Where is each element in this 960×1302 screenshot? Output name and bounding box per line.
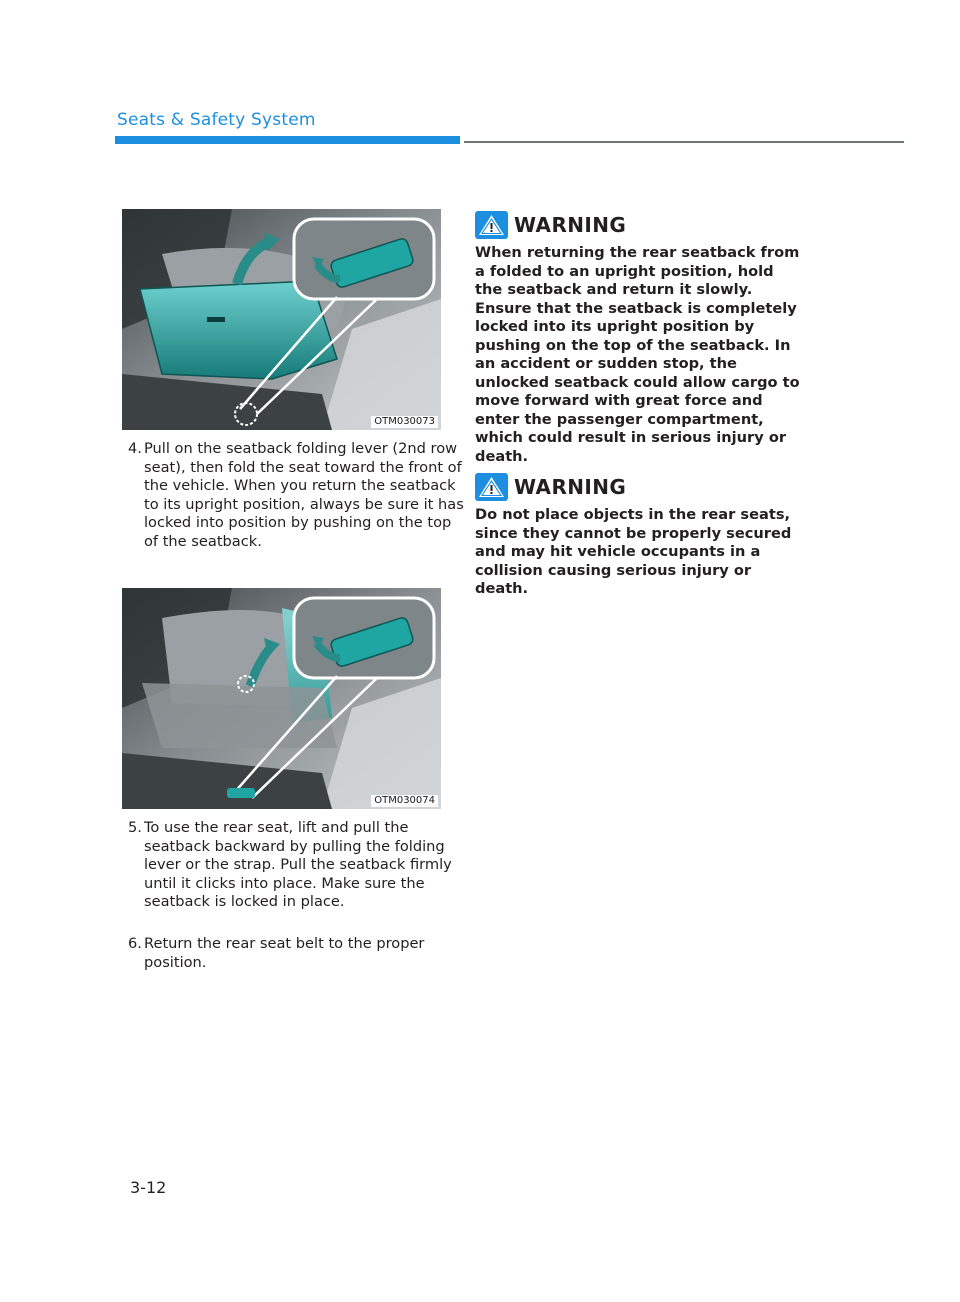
step-text: Pull on the seatback folding lever (2nd row seat), then fold the seat toward the front of the vehicle. When you return the seatback to its upright position, always be sure it has locked into position by pushing on the top of the seatback.: [144, 440, 464, 550]
upright-seat-illustration: [122, 588, 441, 809]
step-text: Return the rear seat belt to the proper position.: [144, 935, 425, 971]
warning-heading: [475, 211, 626, 239]
step-6: [128, 935, 464, 972]
page-number: 3-12: [130, 1178, 167, 1197]
warning-triangle-icon: [475, 473, 508, 501]
folded-seat-illustration: [122, 209, 441, 430]
warning-text: Do not place objects in the rear seats, since they cannot be properly secured and may hit vehicle occupants in a collision causing serious injury or death.: [475, 506, 792, 597]
figure-folded-seat: [122, 209, 441, 430]
warning-text: When returning the rear seatback from a folded to an upright position, hold the seatback and return it slowly. Ensure that the seatback is completely locked into its upright position by pushing on the top of the seatback. In an accident or sudden stop, the unlocked seatback could allow cargo to move forward with great force and enter the passenger compartment, which could result in serious injury or death.: [475, 244, 800, 465]
step-number: 6.: [128, 935, 142, 952]
warning-label: WARNING: [514, 213, 627, 237]
warning-heading: [475, 473, 626, 501]
section-title: Seats & Safety System: [117, 110, 316, 130]
figure-code: OTM030073: [371, 416, 438, 428]
header-rule-gray: [464, 141, 904, 143]
figure-upright-seat: [122, 588, 441, 809]
step-text: To use the rear seat, lift and pull the seatback backward by pulling the folding lever or the strap. Pull the seatback firmly until it clicks into place. Make sure the seatback is locked in place.: [144, 819, 452, 910]
warning-label: WARNING: [514, 475, 627, 499]
step-5: [128, 819, 464, 912]
step-number: 5.: [128, 819, 142, 836]
step-4: [128, 440, 464, 551]
warning-triangle-icon: [475, 211, 508, 239]
header-rule-blue: [115, 136, 460, 144]
step-number: 4.: [128, 440, 142, 457]
figure-code: OTM030074: [371, 795, 438, 807]
